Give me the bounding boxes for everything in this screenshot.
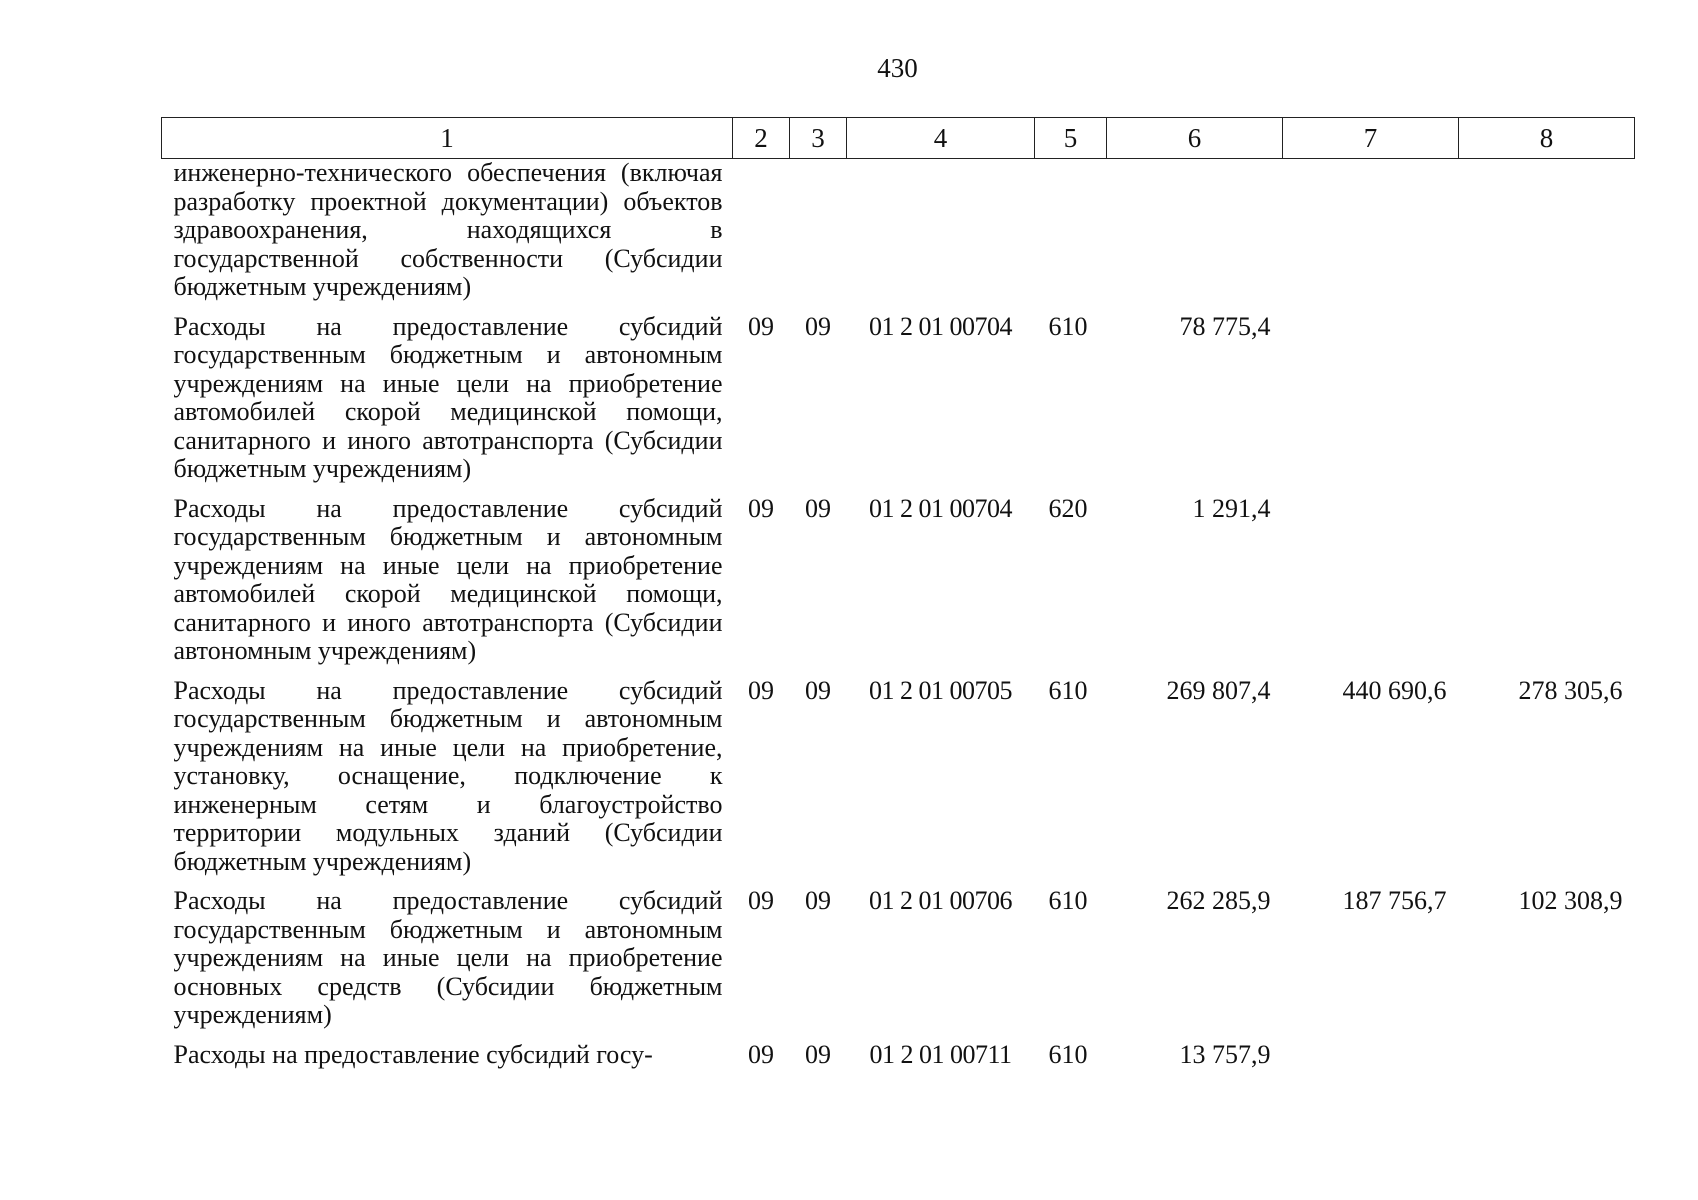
row-target-code: 01 2 01 00705 (869, 675, 1012, 705)
row-expense-type: 610 (1048, 311, 1088, 341)
row-expense-type: 620 (1048, 493, 1088, 523)
row-expense-type (1035, 159, 1107, 302)
row-amount-col6: 1 291,4 (1192, 493, 1271, 523)
column-header-2: 2 (733, 118, 790, 159)
column-header-8: 8 (1459, 118, 1635, 159)
row-name: Расходы на предоставление субсидий государственным бюджетным и автономным учреждениям на иные цели на приобретение автомобилей скорой медицинской помощи, санитарного и иного автотранспорта (Субсидии бюджетным учреждениям) (173, 311, 723, 483)
row-target-code: 01 2 01 00704 (869, 493, 1012, 523)
table-row (162, 484, 1635, 666)
row-amount-col8 (1459, 484, 1635, 666)
row-section: 09 (748, 493, 774, 523)
row-name: инженерно-технического обеспечения (включая разработку проектной документации) объектов здравоохранения, находящихся в государственной собственности (Субсидии бюджетным учреждениям) (173, 158, 723, 301)
row-amount-col7 (1283, 302, 1459, 484)
row-name: Расходы на предоставление субсидий государственным бюджетным и автономным учреждениям на иные цели на приобретение основных средств (Субсидии бюджетным учреждениям) (173, 886, 723, 1029)
row-subsection: 09 (805, 675, 831, 705)
row-section: 09 (748, 1039, 774, 1069)
row-amount-col6: 78 775,4 (1179, 311, 1271, 341)
column-header-4: 4 (847, 118, 1035, 159)
row-section: 09 (748, 886, 774, 915)
row-subsection (790, 159, 847, 302)
table-row (162, 159, 1635, 302)
row-amount-col8 (1459, 302, 1635, 484)
page-number: 430 (877, 53, 918, 83)
row-section: 09 (748, 675, 774, 705)
row-name: Расходы на предоставление субсидий государственным бюджетным и автономным учреждениям на иные цели на приобретение автомобилей скорой медицинской помощи, санитарного и иного автотранспорта (Субсидии автономным учреждениям) (173, 493, 723, 665)
row-subsection: 09 (805, 1039, 831, 1069)
row-name: Расходы на предоставление субсидий государственным бюджетным и автономным учреждениям на иные цели на приобретение, установку, оснащение, подключение к инженерным сетям и благоустройство территории модульных зданий (Субсидии бюджетным учреждениям) (173, 675, 723, 876)
row-amount-col8: 102 308,9 (1518, 886, 1623, 915)
row-subsection: 09 (805, 886, 831, 915)
row-section: 09 (748, 311, 774, 341)
table-row (162, 666, 1635, 877)
row-amount-col7 (1283, 1030, 1459, 1070)
row-target-code (847, 159, 1035, 302)
column-header-6: 6 (1107, 118, 1283, 159)
column-header-5: 5 (1035, 118, 1107, 159)
row-amount-col6: 262 285,9 (1166, 886, 1271, 915)
budget-table (161, 117, 1635, 1069)
column-header-1: 1 (162, 118, 733, 159)
row-target-code: 01 2 01 00704 (869, 311, 1012, 341)
row-amount-col6 (1107, 159, 1283, 302)
row-amount-col6: 269 807,4 (1166, 675, 1271, 705)
row-amount-col8: 278 305,6 (1518, 675, 1623, 705)
row-subsection: 09 (805, 311, 831, 341)
row-amount-col7: 440 690,6 (1342, 675, 1447, 705)
column-header-7: 7 (1283, 118, 1459, 159)
row-target-code: 01 2 01 00706 (869, 886, 1012, 915)
row-amount-col8 (1459, 159, 1635, 302)
column-header-3: 3 (790, 118, 847, 159)
table-row (162, 1030, 1635, 1070)
row-subsection: 09 (805, 493, 831, 523)
row-amount-col8 (1459, 1030, 1635, 1070)
row-amount-col7 (1283, 159, 1459, 302)
row-target-code: 01 2 01 00711 (869, 1039, 1012, 1069)
table-header-row (162, 118, 1635, 159)
table-row (162, 876, 1635, 1030)
table-row (162, 302, 1635, 484)
row-amount-col7: 187 756,7 (1342, 886, 1447, 915)
row-amount-col6: 13 757,9 (1179, 1039, 1271, 1069)
row-name: Расходы на предоставление субсидий госу- (173, 1039, 653, 1069)
row-expense-type: 610 (1048, 675, 1088, 705)
row-expense-type: 610 (1048, 886, 1088, 915)
row-amount-col7 (1283, 484, 1459, 666)
row-section (733, 159, 790, 302)
row-expense-type: 610 (1048, 1039, 1088, 1069)
